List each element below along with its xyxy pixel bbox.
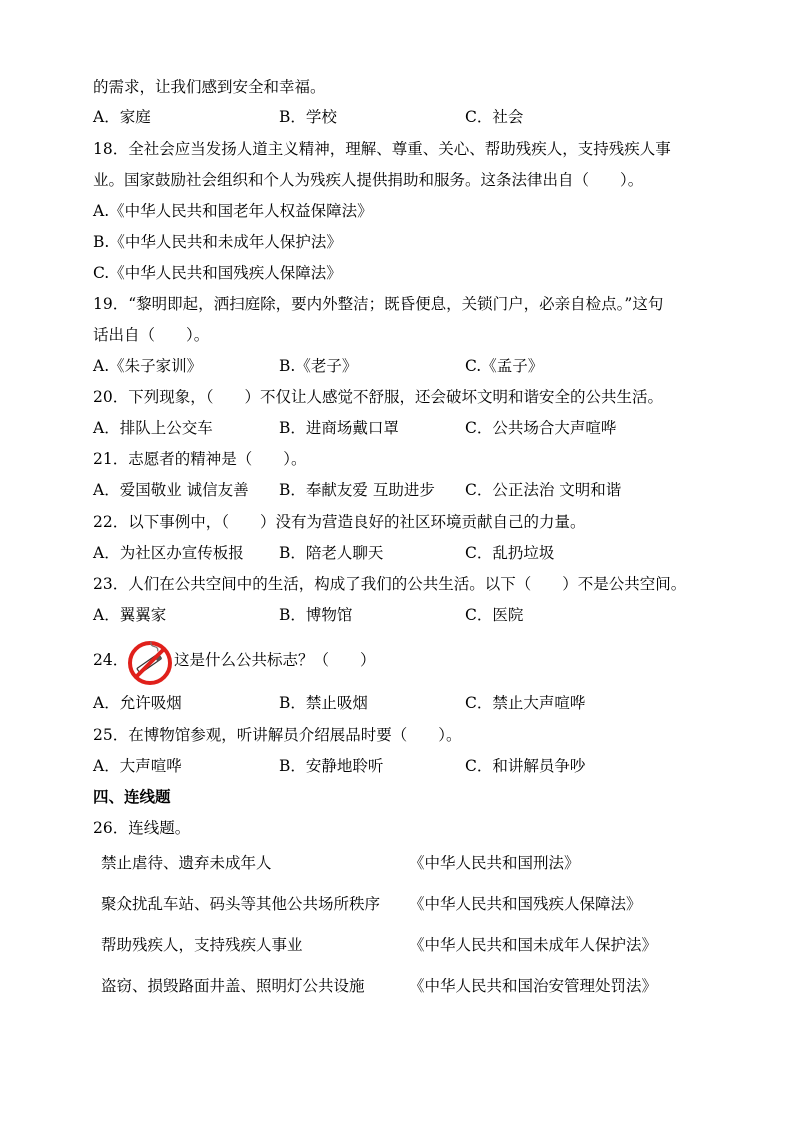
q19-option-b: B.《老子》 bbox=[279, 357, 358, 375]
q24-stem: 这是什么公共标志？（ ） bbox=[174, 651, 376, 669]
q22-option-c: C．乱扔垃圾 bbox=[465, 544, 555, 562]
no-smoking-sign-icon bbox=[127, 640, 173, 686]
q20-option-a: A．排队上公交车 bbox=[93, 419, 213, 437]
q21-stem: 21．志愿者的精神是（ ）。 bbox=[93, 450, 307, 468]
q23-stem: 23．人们在公共空间中的生活，构成了我们的公共生活。以下（ ）不是公共空间。 bbox=[93, 575, 687, 593]
q17-option-a: A．家庭 bbox=[93, 108, 151, 126]
q17-option-b: B．学校 bbox=[279, 108, 337, 126]
q19-option-a: A.《朱子家训》 bbox=[93, 357, 203, 375]
q18-option-a: A.《中华人民共和国老年人权益保障法》 bbox=[93, 202, 373, 220]
q20-option-c: C．公共场合大声喧哗 bbox=[465, 419, 617, 437]
q19-stem-line2: 话出自（ ）。 bbox=[93, 326, 210, 344]
q19-stem-line1: 19．“黎明即起，洒扫庭除，要内外整洁；既昏便息，关锁门户，必亲自检点。”这句 bbox=[93, 295, 664, 313]
q22-option-b: B．陪老人聊天 bbox=[279, 544, 384, 562]
section-heading: 四、连线题 bbox=[93, 788, 171, 806]
q24-number: 24． bbox=[93, 651, 129, 669]
match-left-item: 盗窃、损毁路面井盖、照明灯公共设施 bbox=[101, 977, 365, 995]
q23-option-c: C．医院 bbox=[465, 606, 524, 624]
q20-option-b: B．进商场戴口罩 bbox=[279, 419, 399, 437]
match-left-item: 禁止虐待、遗弃未成年人 bbox=[101, 854, 272, 872]
q21-option-a: A．爱国敬业 诚信友善 bbox=[93, 481, 249, 499]
q22-stem: 22．以下事例中，（ ）没有为营造良好的社区环境贡献自己的力量。 bbox=[93, 513, 586, 531]
q21-option-c: C．公正法治 文明和谐 bbox=[465, 481, 622, 499]
q21-option-b: B．奉献友爱 互助进步 bbox=[279, 481, 435, 499]
q23-option-b: B．博物馆 bbox=[279, 606, 353, 624]
match-left-item: 聚众扰乱车站、码头等其他公共场所秩序 bbox=[101, 895, 381, 913]
match-right-item: 《中华人民共和国残疾人保障法》 bbox=[409, 895, 642, 913]
q18-stem-line1: 18．全社会应当发扬人道主义精神，理解、尊重、关心、帮助残疾人，支持残疾人事 bbox=[93, 140, 671, 158]
match-left-item: 帮助残疾人，支持残疾人事业 bbox=[101, 936, 303, 954]
q23-option-a: A．翼翼家 bbox=[93, 606, 167, 624]
q25-stem: 25．在博物馆参观，听讲解员介绍展品时要（ ）。 bbox=[93, 726, 462, 744]
q24-option-c: C．禁止大声喧哗 bbox=[465, 694, 586, 712]
q20-stem: 20．下列现象，（ ）不仅让人感觉不舒服，还会破坏文明和谐安全的公共生活。 bbox=[93, 388, 663, 406]
q26-stem: 26．连线题。 bbox=[93, 819, 191, 837]
q25-option-b: B．安静地聆听 bbox=[279, 757, 384, 775]
match-right-item: 《中华人民共和国刑法》 bbox=[409, 854, 580, 872]
q22-option-a: A．为社区办宣传板报 bbox=[93, 544, 244, 562]
match-right-item: 《中华人民共和国治安管理处罚法》 bbox=[409, 977, 658, 995]
q17-option-c: C．社会 bbox=[465, 108, 524, 126]
q18-stem-line2: 业。国家鼓励社会组织和个人为残疾人提供捐助和服务。这条法律出自（ ）。 bbox=[93, 171, 644, 189]
q25-option-a: A．大声喧哗 bbox=[93, 757, 182, 775]
q18-option-b: B.《中华人民共和未成年人保护法》 bbox=[93, 233, 342, 251]
q18-option-c: C.《中华人民共和国残疾人保障法》 bbox=[93, 264, 342, 282]
q17-tail-text: 的需求，让我们感到安全和幸福。 bbox=[93, 78, 326, 96]
q19-option-c: C.《孟子》 bbox=[465, 357, 544, 375]
q25-option-c: C．和讲解员争吵 bbox=[465, 757, 586, 775]
q24-option-b: B．禁止吸烟 bbox=[279, 694, 368, 712]
match-right-item: 《中华人民共和国未成年人保护法》 bbox=[409, 936, 658, 954]
q24-option-a: A．允许吸烟 bbox=[93, 694, 182, 712]
